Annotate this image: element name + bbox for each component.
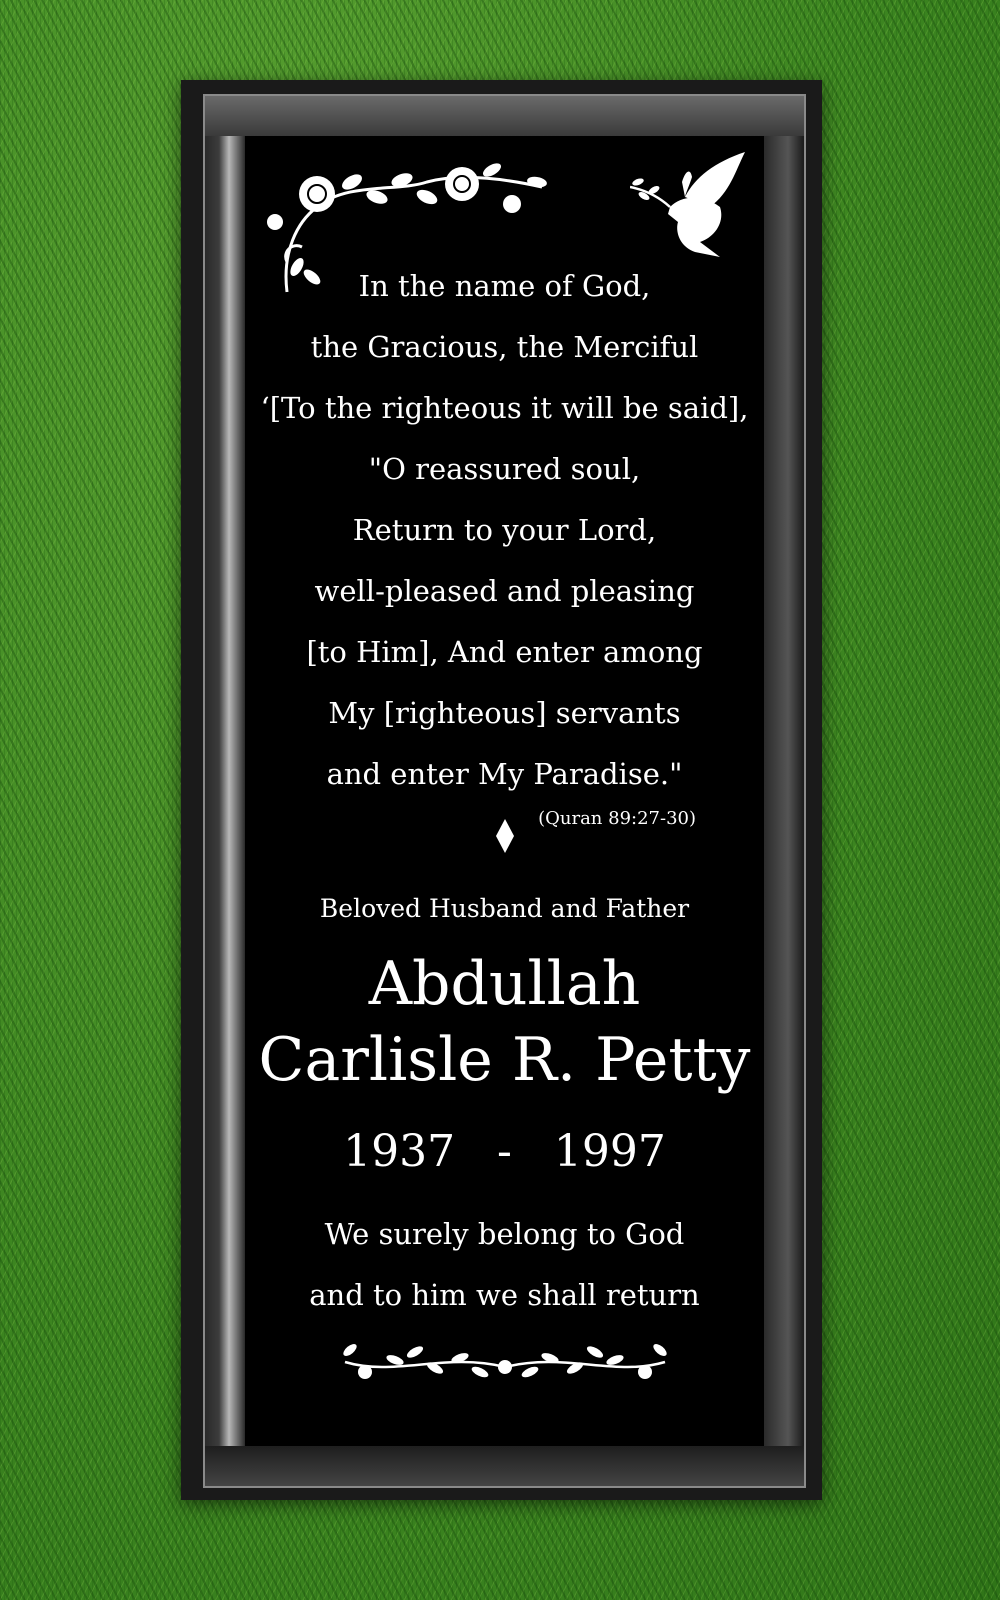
- first-name: Abdullah: [368, 949, 641, 1019]
- plaque-bevel: [205, 96, 804, 1486]
- closing-line: and to him we shall return: [309, 1278, 700, 1312]
- diamond-icon: [496, 819, 514, 853]
- verse-line: My [righteous] servants: [328, 696, 681, 730]
- verse-citation: (Quran 89:27-30): [538, 808, 696, 829]
- plaque-face: [245, 136, 764, 1446]
- verse-line: "O reassured soul,: [368, 452, 641, 486]
- rose-vine-border-icon: [335, 1332, 675, 1392]
- verse-line: the Gracious, the Merciful: [310, 330, 699, 364]
- verse-line: [to Him], And enter among: [306, 635, 703, 669]
- closing-line: We surely belong to God: [324, 1217, 685, 1251]
- epitaph: Beloved Husband and Father: [319, 894, 690, 923]
- full-name: Carlisle R. Petty: [258, 1025, 751, 1095]
- life-dates: 1937 - 1997: [343, 1126, 666, 1177]
- memorial-plaque: [181, 80, 822, 1500]
- quran-verse: [245, 256, 764, 805]
- verse-line: In the name of God,: [358, 269, 651, 303]
- verse-line: Return to your Lord,: [352, 513, 657, 547]
- verse-line: ‘[To the righteous it will be said],: [260, 391, 749, 425]
- verse-line: well-pleased and pleasing: [314, 574, 695, 608]
- verse-line: and enter My Paradise.": [326, 757, 683, 791]
- dove-with-olive-branch-icon: [630, 152, 750, 262]
- closing-prayer: [245, 1204, 764, 1326]
